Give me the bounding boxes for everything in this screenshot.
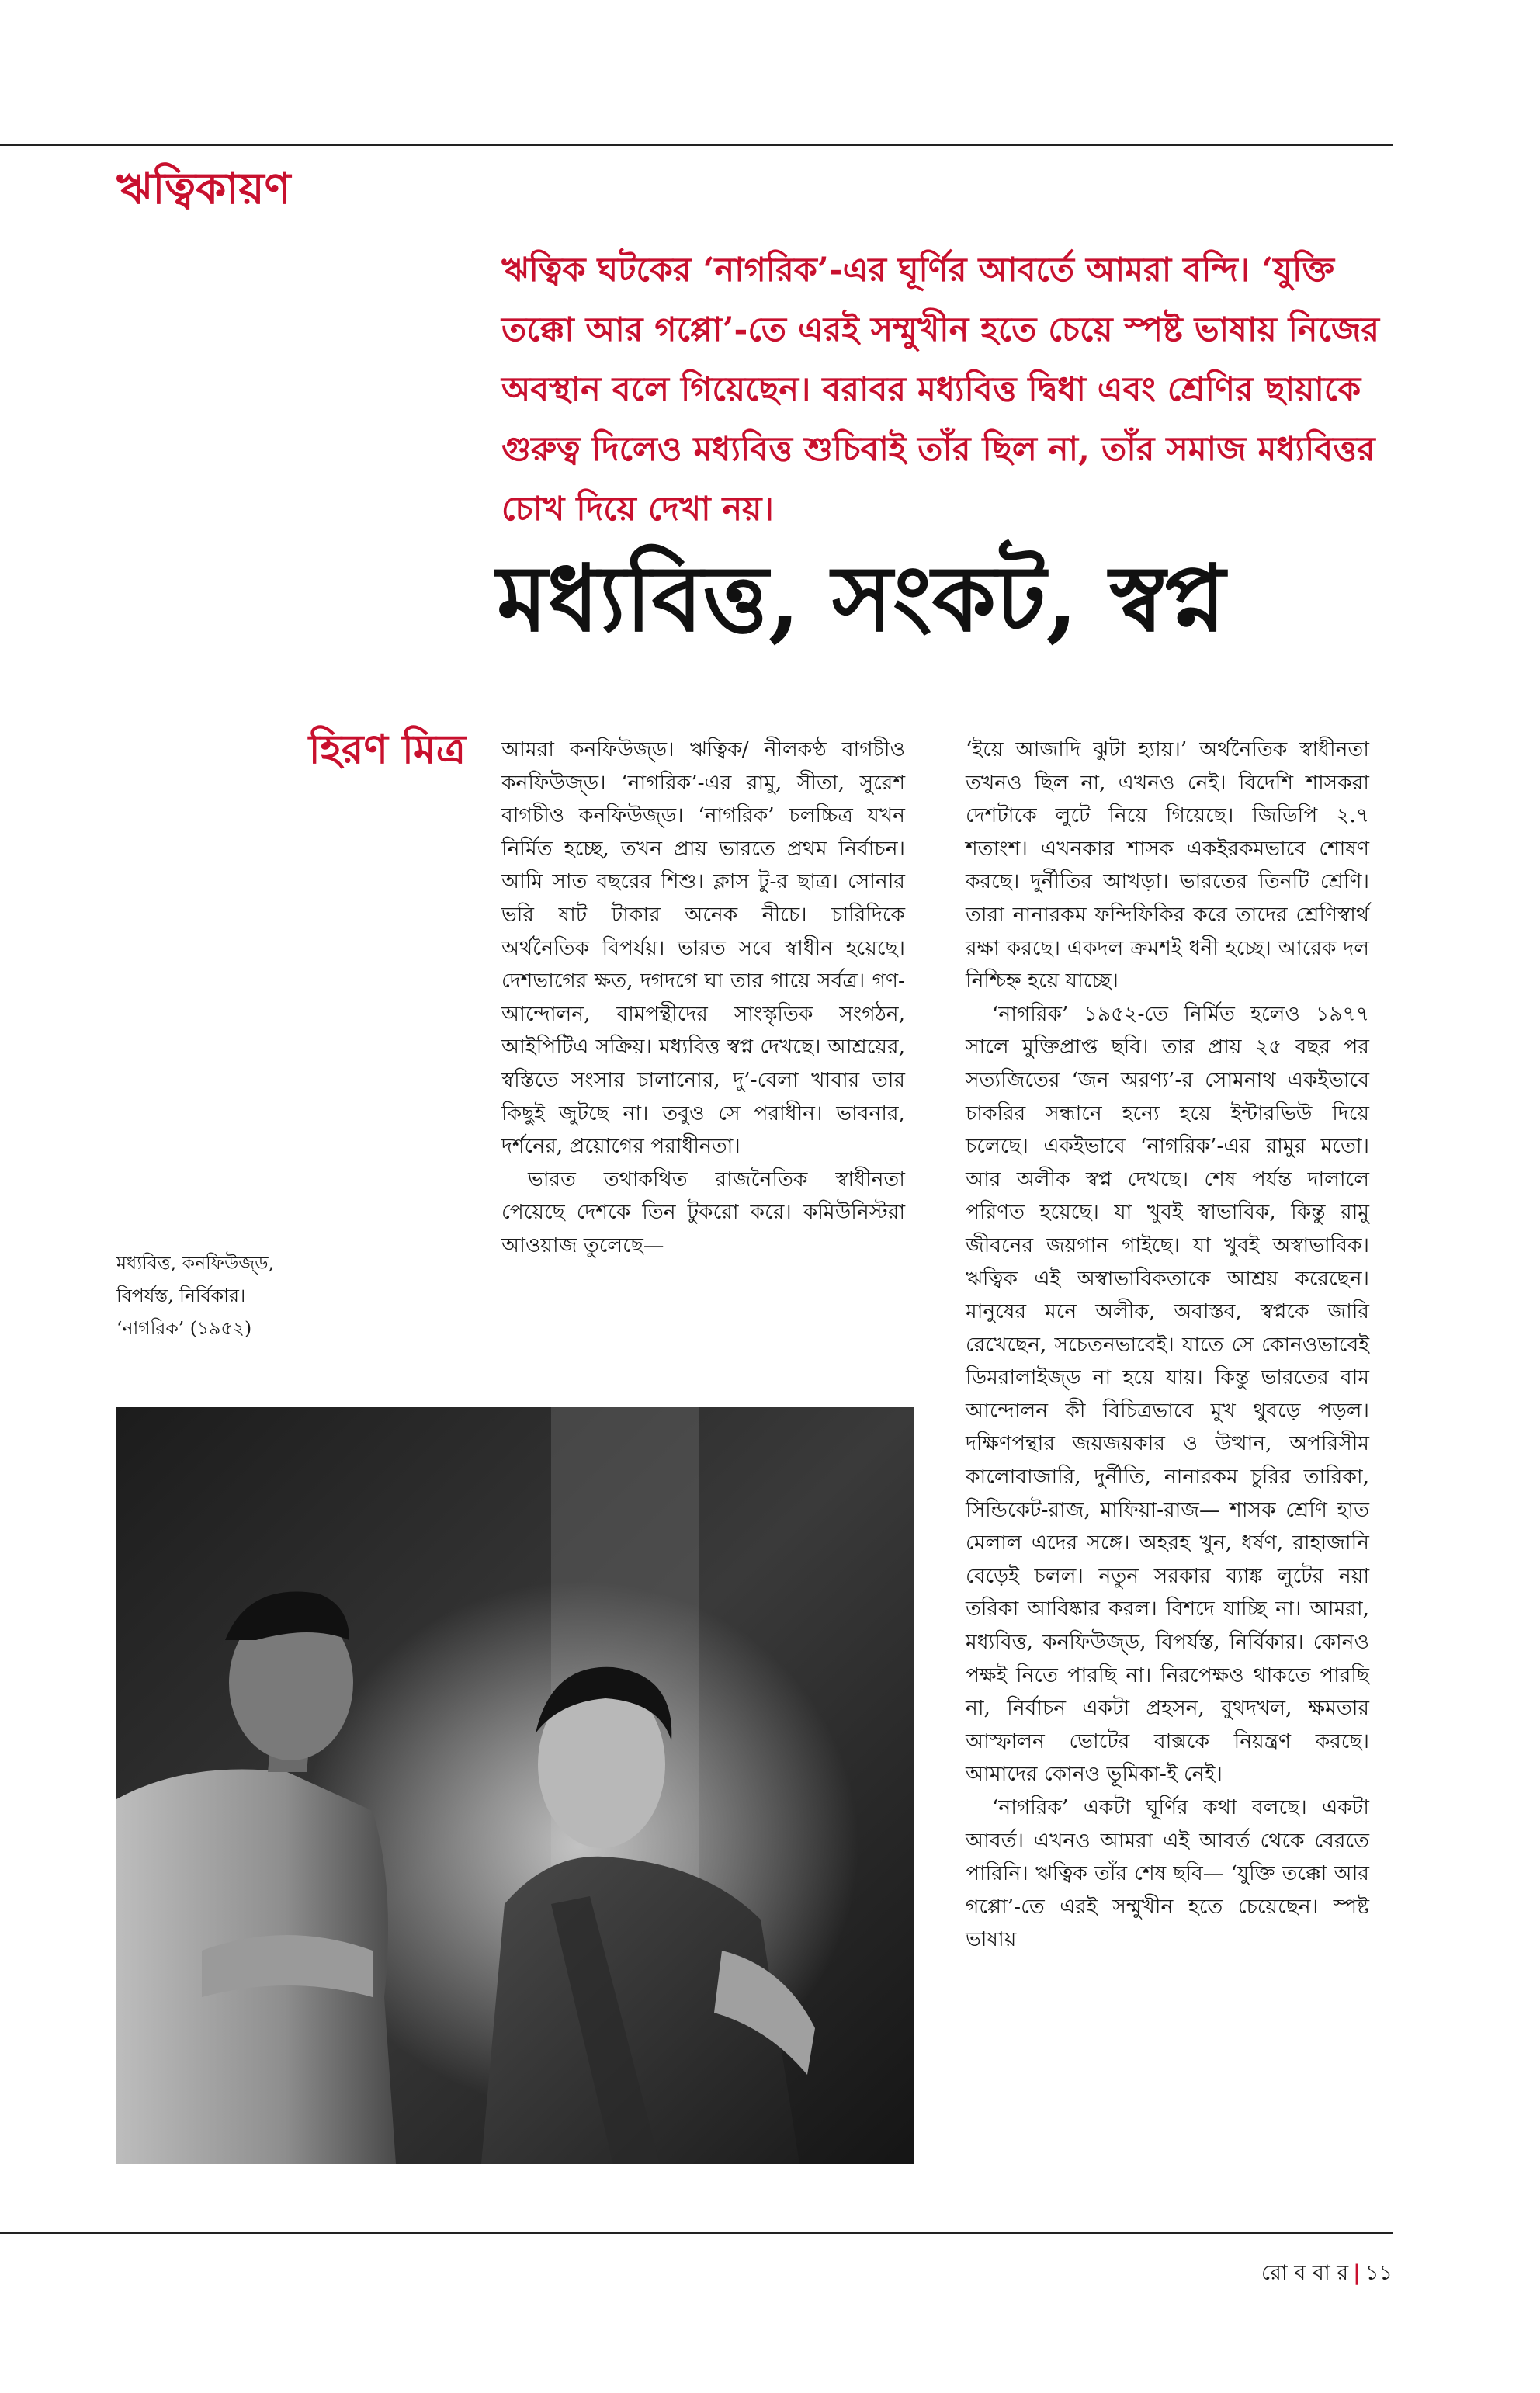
page-footer: [1261, 2257, 1393, 2292]
article-headline: মধ্যবিত্ত, সংকট, স্বপ্ন: [497, 544, 1226, 652]
paragraph: ‘নাগরিক’ একটা ঘূর্ণির কথা বলছে। একটা আবর্ত। এখনও আমরা এই আবর্ত থেকে বেরতে পারিনি। ঋত্বিক তাঁর শেষ ছবি— ‘যুক্তি তক্কো আর গপ্পো’-তে এরই সম্মুখীন হতে চেয়েছেন। স্পষ্ট ভাষায়: [966, 1795, 1369, 1952]
body-column-2: [966, 734, 1369, 1957]
caption-line: বিপর্যস্ত, নির্বিকার।: [116, 1285, 246, 1306]
caption-line: মধ্যবিত্ত, কনফিউজ্‌ড,: [116, 1252, 275, 1274]
body-column-1: [501, 734, 905, 1263]
paragraph: ‘নাগরিক’ ১৯৫২-তে নির্মিত হলেও ১৯৭৭ সালে মুক্তিপ্রাপ্ত ছবি। তার প্রায় ২৫ বছর পর সত্যজিতের ‘জন অরণ্য’-র সোমনাথ একইভাবে চাকরির সন্ধানে হন্যে হয়ে ইন্টারভিউ দিয়ে চলেছে। একইভাবে ‘নাগরিক’-এর রামুর মতো। আর অলীক স্বপ্ন দেখছে। শেষ পর্যন্ত দালালে পরিণত হয়েছে। যা খুবই স্বাভাবিক, কিন্তু রামু জীবনের জয়গান গাইছে। যা খুবই অস্বাভাবিক। ঋত্বিক এই অস্বাভাবিকতাকে আশ্রয় করেছেন। মানুষের মনে অলীক, অবাস্তব, স্বপ্নকে জারি রেখেছেন, সচেতনভাবেই। যাতে সে কোনওভাবেই ডিমরালাইজ্‌ড না হয়ে যায়। কিন্তু ভারতের বাম আন্দোলন কী বিচিত্রভাবে মুখ থুবড়ে পড়ল। দক্ষিণপন্থার জয়জয়কার ও উত্থান, অপরিসীম কালোবাজারি, দুর্নীতি, নানারকম চুরির তারিকা, সিন্ডিকেট-রাজ, মাফিয়া-রাজ— শাসক শ্রেণি হাত মেলাল এদের সঙ্গে। অহরহ খুন, ধর্ষণ, রাহাজানি বেড়েই চলল। নতুন সরকার ব্যাঙ্ক লুটের নয়া তরিকা আবিষ্কার করল। বিশদে যাচ্ছি না। আমরা, মধ্যবিত্ত, কনফিউজ্‌ড, বিপর্যস্ত, নির্বিকার। কোনও পক্ষই নিতে পারছি না। নিরপেক্ষও থাকতে পারছি না, নির্বাচন একটা প্রহসন, বুথদখল, ক্ষমতার আস্ফালন ভোটের বাক্সকে নিয়ন্ত্রণ করছে। আমাদের কোনও ভূমিকা-ই নেই।: [966, 1001, 1369, 1787]
page-number: ১১: [1365, 2261, 1393, 2285]
footer-separator: |: [1353, 2261, 1361, 2285]
paragraph: আমরা কনফিউজ্‌ড। ঋত্বিক/ নীলকণ্ঠ বাগচীও কনফিউজ্‌ড। ‘নাগরিক’-এর রামু, সীতা, সুরেশ বাগচীও কনফিউজ্‌ড। ‘নাগরিক’ চলচ্চিত্র যখন নির্মিত হচ্ছে, তখন প্রায় ভারতে প্রথম নির্বাচন। আমি সাত বছরের শিশু। ক্লাস টু-র ছাত্র। সোনার ভরি ষাট টাকার অনেক নীচে। চারিদিকে অর্থনৈতিক বিপর্যয়। ভারত সবে স্বাধীন হয়েছে। দেশভাগের ক্ষত, দগদগে ঘা তার গায়ে সর্বত্র। গণ-আন্দোলন, বামপন্থীদের সাংস্কৃতিক সংগঠন, আইপিটিএ সক্রিয়। মধ্যবিত্ত স্বপ্ন দেখছে। আশ্রয়ের, স্বস্তিতে সংসার চালানোর, দু’-বেলা খাবার তার কিছুই জুটছে না। তবুও সে পরাধীন। ভাবনার, দর্শনের, প্রয়োগের পরাধীনতা।: [501, 737, 905, 1159]
author-byline: হিরণ মিত্র: [308, 726, 466, 773]
section-label: ঋত্বিকায়ণ: [116, 163, 291, 214]
film-still-photo: [116, 1407, 914, 2164]
top-rule: [0, 144, 1393, 146]
paragraph: ভারত তথাকথিত রাজনৈতিক স্বাধীনতা পেয়েছে দেশকে তিন টুকরো করে। কমিউনিস্টরা আওয়াজ তুলেছে—: [501, 1167, 905, 1257]
photo-caption: [116, 1247, 349, 1344]
intro-standfirst: ঋত্বিক ঘটকের ‘নাগরিক’-এর ঘূর্ণির আবর্তে আমরা বন্দি। ‘যুক্তি তক্কো আর গপ্পো’-তে এরই সম্মুখীন হতে চেয়ে স্পষ্ট ভাষায় নিজের অবস্থান বলে গিয়েছেন। বরাবর মধ্যবিত্ত দ্বিধা এবং শ্রেণির ছায়াকে গুরুত্ব দিলেও মধ্যবিত্ত শুচিবাই তাঁর ছিল না, তাঁর সমাজ মধ্যবিত্তর চোখ দিয়ে দেখা নয়।: [501, 251, 1379, 529]
magazine-name: রো ব বা র: [1261, 2261, 1349, 2285]
paragraph: ‘ইয়ে আজাদি ঝুটা হ্যায়।’ অর্থনৈতিক স্বাধীনতা তখনও ছিল না, এখনও নেই। বিদেশি শাসকরা দেশটাকে লুটে নিয়ে গিয়েছে। জিডিপি ২.৭ শতাংশ। এখনকার শাসক একইরকমভাবে শোষণ করছে। দুর্নীতির আখড়া। ভারতের তিনটি শ্রেণি। তারা নানারকম ফন্দিফিকির করে তাদের শ্রেণিস্বার্থ রক্ষা করছে। একদল ক্রমশই ধনী হচ্ছে। আরেক দল নিশ্চিহ্ন হয়ে যাচ্ছে।: [966, 737, 1369, 994]
caption-line: ‘নাগরিক’ (১৯৫২): [116, 1317, 252, 1339]
bottom-rule: [0, 2232, 1393, 2234]
